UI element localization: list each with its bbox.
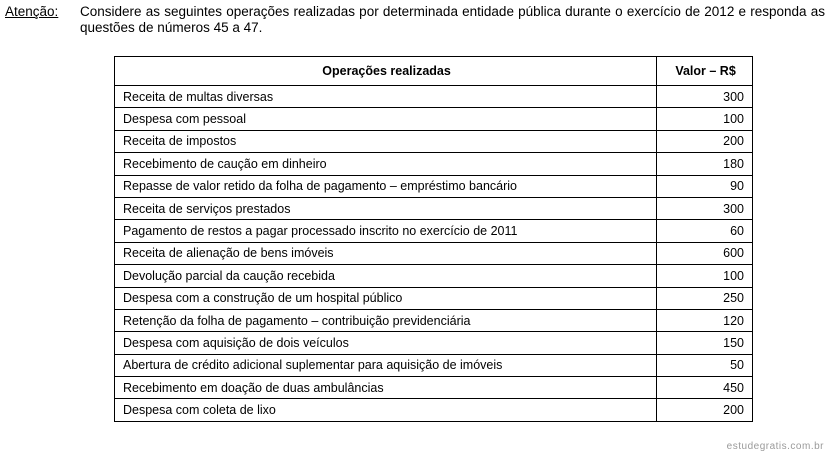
operation-cell: Recebimento em doação de duas ambulâncias [115, 377, 657, 399]
table-header-row [115, 57, 753, 86]
table-row [115, 354, 753, 376]
table-row [115, 153, 753, 175]
table-row [115, 220, 753, 242]
table-row [115, 265, 753, 287]
operation-cell: Receita de impostos [115, 130, 657, 152]
operation-cell: Despesa com pessoal [115, 108, 657, 130]
table-row [115, 377, 753, 399]
table-row [115, 197, 753, 219]
operation-cell: Recebimento de caução em dinheiro [115, 153, 657, 175]
operations-table [114, 56, 753, 422]
table-row [115, 86, 753, 108]
table-row [115, 130, 753, 152]
value-cell: 180 [657, 153, 753, 175]
value-cell: 250 [657, 287, 753, 309]
value-cell: 600 [657, 242, 753, 264]
table-row [115, 175, 753, 197]
table-row [115, 108, 753, 130]
value-cell: 120 [657, 309, 753, 331]
header-value: Valor – R$ [657, 57, 753, 86]
table-row [115, 399, 753, 421]
operation-cell: Receita de alienação de bens imóveis [115, 242, 657, 264]
table-row [115, 332, 753, 354]
value-cell: 100 [657, 265, 753, 287]
table-row [115, 309, 753, 331]
value-cell: 50 [657, 354, 753, 376]
attention-label: Atenção: [5, 4, 59, 19]
value-cell: 60 [657, 220, 753, 242]
table-row [115, 242, 753, 264]
operation-cell: Despesa com a construção de um hospital público [115, 287, 657, 309]
header-operations: Operações realizadas [115, 57, 657, 86]
table-row [115, 287, 753, 309]
value-cell: 200 [657, 130, 753, 152]
operation-cell: Despesa com coleta de lixo [115, 399, 657, 421]
operation-cell: Receita de serviços prestados [115, 197, 657, 219]
instruction-text: Considere as seguintes operações realizadas por determinada entidade pública durante o exercício de 2012 e responda as questões de números 45 a 47. [80, 4, 825, 35]
value-cell: 300 [657, 86, 753, 108]
operation-cell: Pagamento de restos a pagar processado inscrito no exercício de 2011 [115, 220, 657, 242]
operation-cell: Abertura de crédito adicional suplementar para aquisição de imóveis [115, 354, 657, 376]
value-cell: 200 [657, 399, 753, 421]
value-cell: 90 [657, 175, 753, 197]
value-cell: 150 [657, 332, 753, 354]
value-cell: 450 [657, 377, 753, 399]
value-cell: 300 [657, 197, 753, 219]
operation-cell: Devolução parcial da caução recebida [115, 265, 657, 287]
operation-cell: Receita de multas diversas [115, 86, 657, 108]
operation-cell: Repasse de valor retido da folha de pagamento – empréstimo bancário [115, 175, 657, 197]
value-cell: 100 [657, 108, 753, 130]
site-watermark: estudegratis.com.br [726, 441, 824, 452]
operation-cell: Despesa com aquisição de dois veículos [115, 332, 657, 354]
operation-cell: Retenção da folha de pagamento – contribuição previdenciária [115, 309, 657, 331]
